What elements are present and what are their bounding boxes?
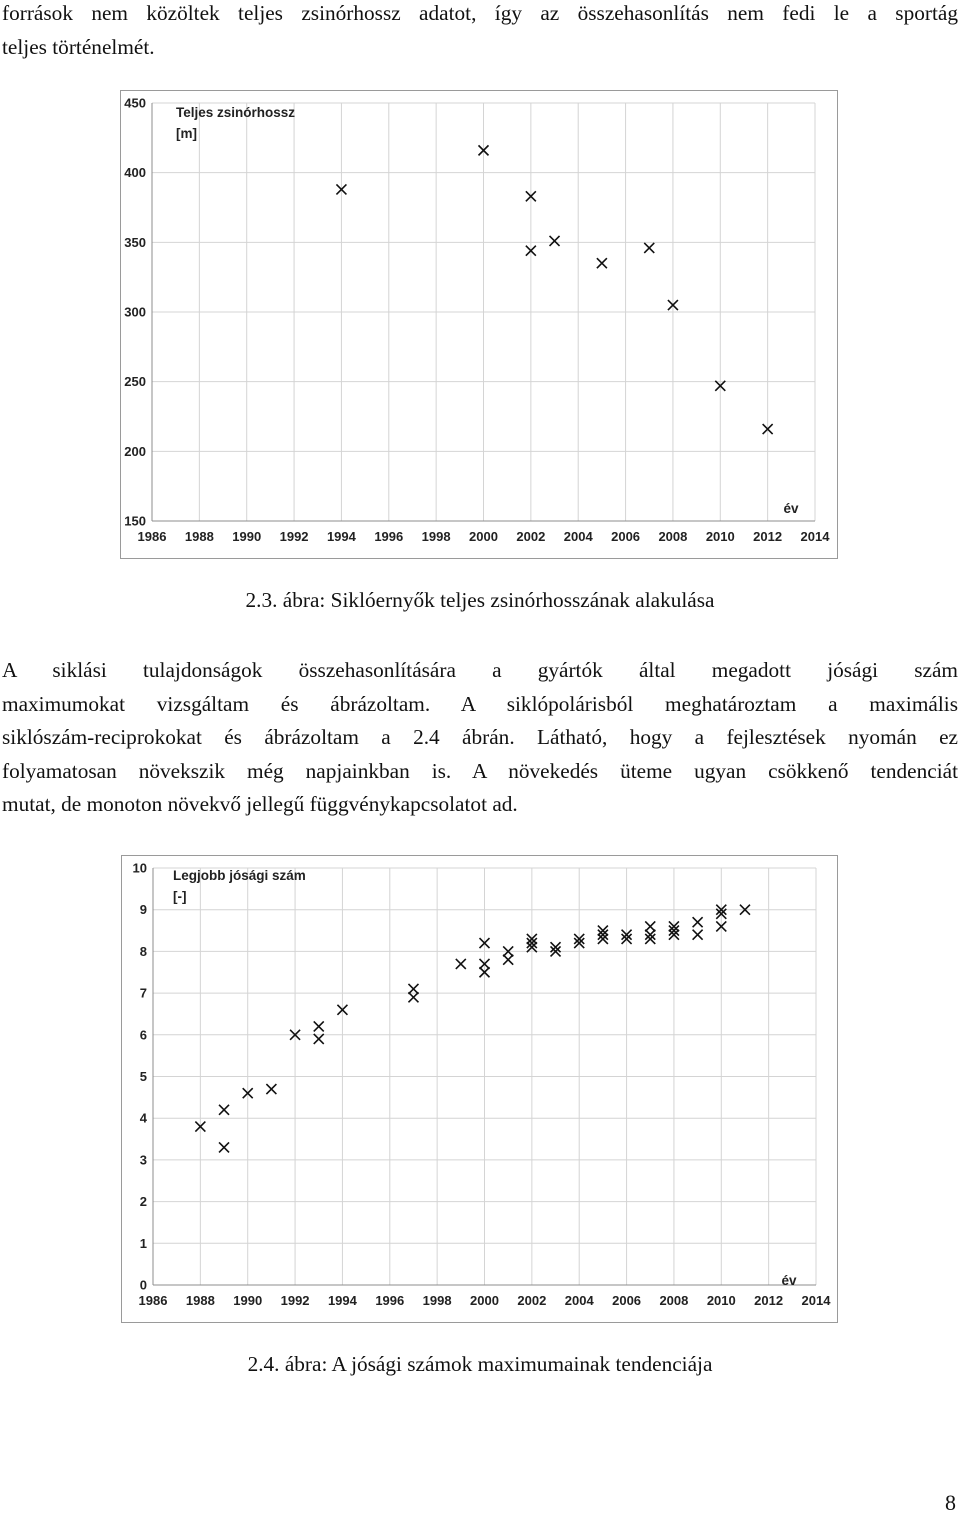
chart-title-line: [-] [173, 889, 187, 904]
y-tick-label: 10 [132, 860, 147, 876]
chart-frame [122, 856, 838, 1323]
x-tick-label: 2004 [564, 1293, 594, 1308]
chart-title-line: Teljes zsinórhossz [176, 105, 296, 120]
x-tick-label: 1992 [279, 529, 309, 544]
x-tick-label: 1996 [375, 1293, 405, 1308]
x-tick-label: 1988 [184, 529, 214, 544]
y-tick-label: 8 [139, 943, 147, 959]
x-tick-label: 2000 [470, 1293, 499, 1308]
x-tick-label: 1990 [232, 529, 262, 544]
line-length-chart [120, 90, 838, 559]
x-axis-label: év [781, 1273, 797, 1288]
x-tick-label: 2006 [611, 529, 641, 544]
figure-caption-2-4: 2.4. ábra: A jósági számok maximumainak tendenciája [247, 1352, 713, 1376]
x-tick-label: 1986 [138, 1293, 168, 1308]
x-tick-label: 2002 [517, 1293, 547, 1308]
x-axis-label: év [783, 501, 799, 516]
x-tick-label: 1988 [185, 1293, 215, 1308]
x-tick-label: 1992 [280, 1293, 310, 1308]
y-tick-label: 7 [139, 985, 147, 1001]
y-tick-label: 0 [139, 1277, 147, 1293]
x-tick-label: 2010 [706, 1293, 736, 1308]
body-paragraph [2, 654, 958, 822]
y-tick-label: 6 [139, 1027, 147, 1043]
text-line: források nem közöltek teljes zsinórhossz adatot, így az összehasonlítás nem fedi le a sportág [2, 1, 958, 25]
text-line: maximumokat vizsgáltam és ábrázoltam. A siklópolárisból meghatároztam a maximális [2, 691, 958, 716]
figure-caption-2-3: 2.3. ábra: Siklóernyők teljes zsinórhosszának alakulása [245, 588, 715, 612]
page-number: 8 [945, 1490, 956, 1515]
y-tick-label: 250 [124, 374, 146, 390]
x-tick-label: 1994 [326, 529, 356, 544]
y-tick-label: 150 [124, 513, 146, 529]
y-tick-label: 3 [139, 1152, 147, 1168]
x-tick-label: 2000 [469, 529, 498, 544]
y-tick-label: 400 [124, 165, 146, 181]
x-tick-label: 2008 [659, 1293, 689, 1308]
text-line: teljes történelmét. [2, 34, 155, 59]
text-line: A siklási tulajdonságok összehasonlítására a gyártók által megadott jósági szám [2, 658, 958, 682]
x-tick-label: 1998 [422, 1293, 452, 1308]
x-tick-label: 2012 [753, 529, 783, 544]
x-tick-label: 1996 [374, 529, 404, 544]
x-tick-label: 2006 [612, 1293, 642, 1308]
y-tick-label: 200 [124, 443, 146, 459]
y-tick-label: 2 [139, 1194, 147, 1210]
x-tick-label: 1998 [421, 529, 451, 544]
text-line: siklószám-reciprokokat és ábrázoltam a 2.4 ábrán. Látható, hogy a fejlesztések nyomán ez [2, 725, 958, 749]
y-tick-label: 9 [139, 902, 147, 918]
x-tick-label: 2014 [800, 529, 830, 544]
y-tick-label: 1 [139, 1235, 147, 1251]
y-tick-label: 350 [124, 234, 146, 250]
chart-frame [121, 91, 838, 559]
text-line: mutat, de monoton növekvő jellegű függvénykapcsolatot ad. [2, 792, 518, 816]
text-line: folyamatosan növekszik még napjainkban is. A növekedés üteme ugyan csökkenő tendenciát [2, 758, 958, 783]
x-tick-label: 1994 [327, 1293, 357, 1308]
chart-title-line: [m] [176, 126, 197, 141]
chart-title-line: Legjobb jósági szám [173, 868, 306, 883]
intro-paragraph [2, 0, 958, 64]
y-tick-label: 4 [139, 1110, 147, 1126]
glide-ratio-chart [121, 855, 838, 1323]
x-tick-label: 2002 [516, 529, 546, 544]
y-tick-label: 300 [124, 304, 146, 320]
x-tick-label: 2010 [705, 529, 735, 544]
x-tick-label: 1990 [233, 1293, 263, 1308]
x-tick-label: 2012 [754, 1293, 784, 1308]
y-tick-label: 450 [124, 95, 146, 111]
x-tick-label: 2008 [658, 529, 688, 544]
x-tick-label: 1986 [137, 529, 167, 544]
x-tick-label: 2014 [801, 1293, 831, 1308]
y-tick-label: 5 [139, 1069, 147, 1084]
x-tick-label: 2004 [563, 529, 593, 544]
